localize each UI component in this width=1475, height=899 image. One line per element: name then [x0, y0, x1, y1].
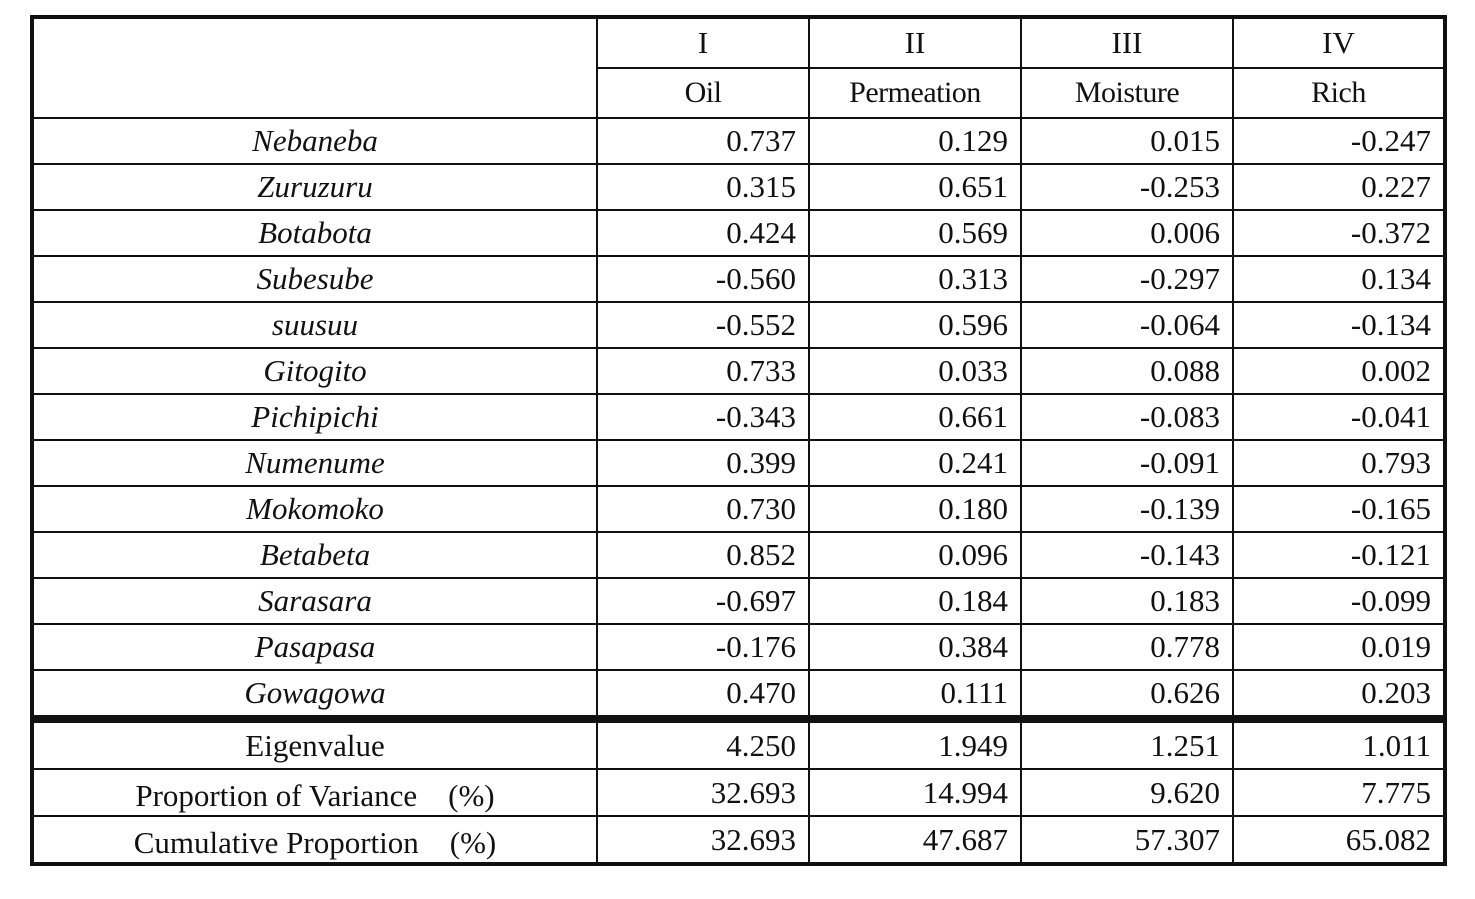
value-cell: 0.730 — [597, 486, 809, 532]
value-cell: 0.596 — [809, 302, 1021, 348]
value-cell: -0.176 — [597, 624, 809, 670]
value-cell: 9.620 — [1021, 769, 1233, 816]
value-cell: -0.143 — [1021, 532, 1233, 578]
value-cell: 0.424 — [597, 210, 809, 256]
value-cell: 0.184 — [809, 578, 1021, 624]
value-cell: 0.111 — [809, 670, 1021, 719]
value-cell: -0.297 — [1021, 256, 1233, 302]
factor-roman-header: IV — [1233, 17, 1445, 68]
table-row — [32, 670, 1445, 719]
value-cell: 0.015 — [1021, 118, 1233, 164]
value-cell: 1.251 — [1021, 719, 1233, 769]
value-cell: 0.129 — [809, 118, 1021, 164]
table-row — [32, 164, 1445, 210]
summary-rows — [32, 719, 1445, 864]
value-cell: 0.733 — [597, 348, 809, 394]
summary-label: Cumulative Proportion (%) — [32, 816, 597, 864]
value-cell: 32.693 — [597, 816, 809, 864]
table-row — [32, 486, 1445, 532]
value-cell: 0.470 — [597, 670, 809, 719]
row-label: suusuu — [32, 302, 597, 348]
value-cell: 0.793 — [1233, 440, 1445, 486]
row-label: Numenume — [32, 440, 597, 486]
value-cell: -0.560 — [597, 256, 809, 302]
value-cell: 0.096 — [809, 532, 1021, 578]
table-row — [32, 394, 1445, 440]
row-label: Gowagowa — [32, 670, 597, 719]
table-row — [32, 210, 1445, 256]
value-cell: -0.697 — [597, 578, 809, 624]
value-cell: -0.372 — [1233, 210, 1445, 256]
value-cell: -0.253 — [1021, 164, 1233, 210]
value-cell: 0.852 — [597, 532, 809, 578]
table-row — [32, 348, 1445, 394]
value-cell: 0.315 — [597, 164, 809, 210]
row-label: Gitogito — [32, 348, 597, 394]
value-cell: 0.033 — [809, 348, 1021, 394]
row-label: Subesube — [32, 256, 597, 302]
summary-label: Proportion of Variance (%) — [32, 769, 597, 816]
value-cell: 1.949 — [809, 719, 1021, 769]
factor-name-header: Rich — [1233, 68, 1445, 118]
summary-label: Eigenvalue — [32, 719, 597, 769]
value-cell: 57.307 — [1021, 816, 1233, 864]
row-label: Sarasara — [32, 578, 597, 624]
value-cell: 0.134 — [1233, 256, 1445, 302]
value-cell: -0.121 — [1233, 532, 1445, 578]
table-row — [32, 256, 1445, 302]
value-cell: 0.384 — [809, 624, 1021, 670]
table-row — [32, 578, 1445, 624]
table-row — [32, 440, 1445, 486]
value-cell: 0.002 — [1233, 348, 1445, 394]
factor-name-header: Permeation — [809, 68, 1021, 118]
value-cell: 0.569 — [809, 210, 1021, 256]
factor-roman-header: III — [1021, 17, 1233, 68]
value-cell: 0.241 — [809, 440, 1021, 486]
factor-roman-header: II — [809, 17, 1021, 68]
value-cell: 0.651 — [809, 164, 1021, 210]
row-label: Mokomoko — [32, 486, 597, 532]
loading-rows — [32, 118, 1445, 719]
value-cell: 0.227 — [1233, 164, 1445, 210]
factor-roman-header: I — [597, 17, 809, 68]
table-row — [32, 302, 1445, 348]
value-cell: 0.183 — [1021, 578, 1233, 624]
value-cell: 0.203 — [1233, 670, 1445, 719]
row-label: Botabota — [32, 210, 597, 256]
value-cell: 0.006 — [1021, 210, 1233, 256]
row-label: Nebaneba — [32, 118, 597, 164]
value-cell: 0.737 — [597, 118, 809, 164]
value-cell: 0.399 — [597, 440, 809, 486]
value-cell: 0.313 — [809, 256, 1021, 302]
table-row — [32, 532, 1445, 578]
value-cell: 65.082 — [1233, 816, 1445, 864]
value-cell: -0.064 — [1021, 302, 1233, 348]
value-cell: 32.693 — [597, 769, 809, 816]
value-cell: -0.041 — [1233, 394, 1445, 440]
factor-name-header: Moisture — [1021, 68, 1233, 118]
factor-loading-table — [30, 15, 1447, 866]
value-cell: -0.139 — [1021, 486, 1233, 532]
value-cell: 14.994 — [809, 769, 1021, 816]
value-cell: 7.775 — [1233, 769, 1445, 816]
summary-row — [32, 769, 1445, 816]
value-cell: -0.552 — [597, 302, 809, 348]
table-row — [32, 118, 1445, 164]
header-row-roman — [32, 17, 1445, 68]
value-cell: 0.778 — [1021, 624, 1233, 670]
header-corner-cell — [32, 17, 597, 118]
row-label: Pasapasa — [32, 624, 597, 670]
row-label: Pichipichi — [32, 394, 597, 440]
table-row — [32, 624, 1445, 670]
row-label: Betabeta — [32, 532, 597, 578]
value-cell: -0.091 — [1021, 440, 1233, 486]
value-cell: -0.134 — [1233, 302, 1445, 348]
value-cell: -0.247 — [1233, 118, 1445, 164]
factor-name-header: Oil — [597, 68, 809, 118]
value-cell: 0.019 — [1233, 624, 1445, 670]
value-cell: -0.343 — [597, 394, 809, 440]
value-cell: 1.011 — [1233, 719, 1445, 769]
value-cell: 0.088 — [1021, 348, 1233, 394]
value-cell: 4.250 — [597, 719, 809, 769]
value-cell: -0.099 — [1233, 578, 1445, 624]
summary-row — [32, 719, 1445, 769]
row-label: Zuruzuru — [32, 164, 597, 210]
value-cell: 0.626 — [1021, 670, 1233, 719]
summary-row — [32, 816, 1445, 864]
value-cell: 0.661 — [809, 394, 1021, 440]
value-cell: 47.687 — [809, 816, 1021, 864]
value-cell: -0.083 — [1021, 394, 1233, 440]
value-cell: 0.180 — [809, 486, 1021, 532]
value-cell: -0.165 — [1233, 486, 1445, 532]
